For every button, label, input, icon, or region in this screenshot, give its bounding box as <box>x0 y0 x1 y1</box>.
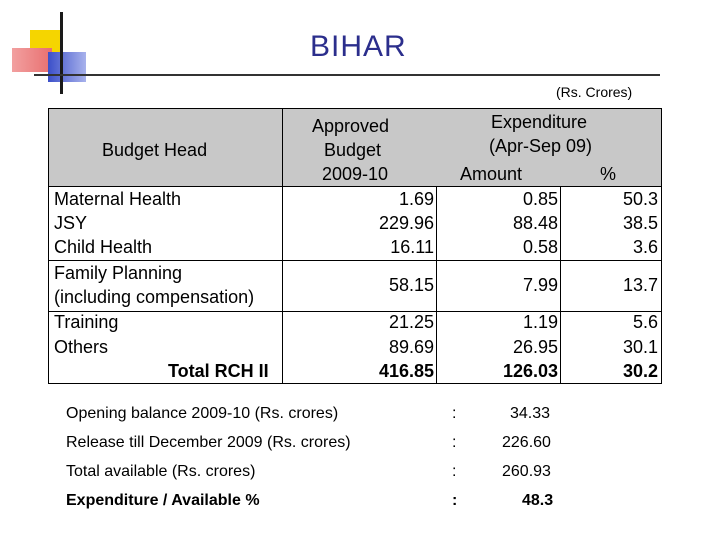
amount-child-health: 0.58 <box>522 237 558 257</box>
approved-training: 21.25 <box>388 312 434 332</box>
border-right <box>661 108 662 384</box>
amount-maternal-health: 0.85 <box>522 189 558 209</box>
header-approved-line1: Approved <box>312 116 390 136</box>
amount-others: 26.95 <box>512 337 558 357</box>
border-top <box>48 108 662 109</box>
header-amount: Amount <box>460 164 523 184</box>
approved-child-health: 16.11 <box>390 237 434 257</box>
pct-others: 30.1 <box>622 337 658 357</box>
row-label-family-planning-1: Family Planning <box>54 263 183 283</box>
pct-child-health: 3.6 <box>632 237 658 257</box>
border-bottom <box>48 383 662 384</box>
amount-training: 1.19 <box>522 312 558 332</box>
row-label-others: Others <box>54 337 109 357</box>
pct-total: 30.2 <box>622 361 658 381</box>
title-underline <box>34 74 660 76</box>
budget-table <box>48 108 662 384</box>
row-label-total: Total RCH II <box>168 361 269 381</box>
approved-jsy: 229.96 <box>378 213 434 233</box>
header-expenditure-line2: (Apr-Sep 09) <box>489 136 593 156</box>
row-sep-2 <box>48 311 662 312</box>
row-label-maternal-health: Maternal Health <box>54 189 182 209</box>
row-label-jsy: JSY <box>54 213 88 233</box>
summary-label-release: Release till December 2009 (Rs. crores) <box>66 434 351 451</box>
summary-label-exp-available: Expenditure / Available % <box>66 492 260 509</box>
approved-total: 416.85 <box>378 361 434 381</box>
summary-sep-opening: : <box>452 405 457 422</box>
border-header <box>48 186 662 187</box>
border-col3 <box>560 186 561 384</box>
border-left <box>48 108 49 384</box>
row-label-family-planning-2: (including compensation) <box>54 287 255 307</box>
row-label-child-health: Child Health <box>54 237 153 257</box>
summary-value-exp-available: 48.3 <box>522 492 554 509</box>
summary-value-opening: 34.33 <box>510 405 551 422</box>
logo-vertical-line <box>60 12 63 94</box>
header-percent: % <box>600 164 617 184</box>
approved-maternal-health: 1.69 <box>398 189 434 209</box>
summary-value-available: 260.93 <box>502 463 551 480</box>
pct-training: 5.6 <box>632 312 658 332</box>
logo-red-square <box>12 48 52 72</box>
summary-label-opening: Opening balance 2009-10 (Rs. crores) <box>66 405 339 422</box>
amount-jsy: 88.48 <box>512 213 558 233</box>
summary-label-available: Total available (Rs. crores) <box>66 463 256 480</box>
header-approved-line3: 2009-10 <box>322 164 389 184</box>
summary-sep-exp-available: : <box>452 492 458 509</box>
summary-value-release: 226.60 <box>502 434 551 451</box>
amount-total: 126.03 <box>502 361 558 381</box>
border-col2 <box>436 186 437 384</box>
summary-sep-release: : <box>452 434 457 451</box>
pct-jsy: 38.5 <box>622 213 658 233</box>
row-sep-1 <box>48 260 662 261</box>
approved-family-planning: 58.15 <box>388 275 434 295</box>
amount-family-planning: 7.99 <box>522 275 558 295</box>
pct-family-planning: 13.7 <box>622 275 658 295</box>
corner-logo <box>0 0 100 100</box>
border-col1 <box>282 108 283 384</box>
header-approved-line2: Budget <box>324 140 382 160</box>
approved-others: 89.69 <box>388 337 434 357</box>
units-label: (Rs. Crores) <box>556 84 633 100</box>
logo-blue-square <box>48 52 86 82</box>
pct-maternal-health: 50.3 <box>622 189 658 209</box>
header-expenditure-line1: Expenditure <box>491 112 588 132</box>
summary-sep-available: : <box>452 463 457 480</box>
header-budget-head: Budget Head <box>102 140 208 160</box>
row-label-training: Training <box>54 312 119 332</box>
page-title: BIHAR <box>310 30 407 63</box>
